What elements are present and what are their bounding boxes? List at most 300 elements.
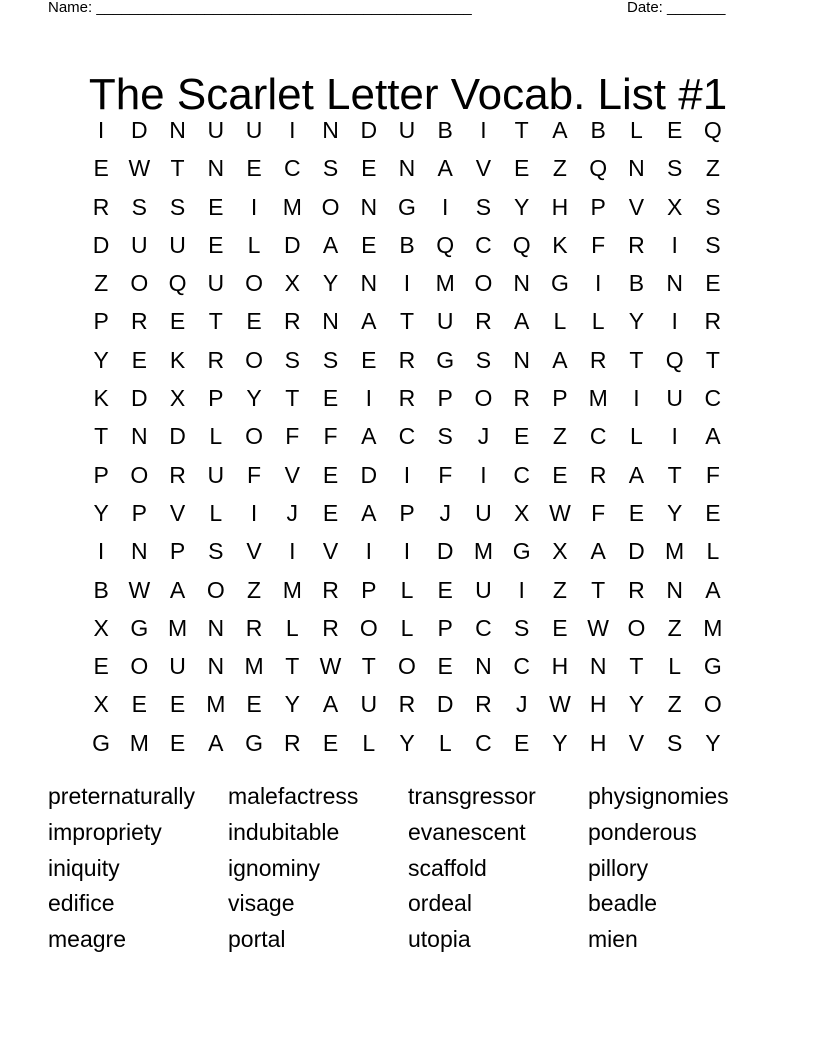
grid-letter: T xyxy=(361,653,376,680)
grid-letter: N xyxy=(360,193,378,220)
grid-letter: N xyxy=(398,155,416,182)
grid-letter: O xyxy=(321,193,340,220)
grid-letter: E xyxy=(169,691,186,718)
grid-letter: N xyxy=(207,614,225,641)
grid-letter: L xyxy=(209,423,223,450)
grid-letter: U xyxy=(169,653,186,680)
grid-letter: I xyxy=(671,423,678,450)
grid-letter: O xyxy=(206,576,225,603)
grid-letter: W xyxy=(128,155,151,182)
grid-letter: N xyxy=(360,270,378,297)
grid-letter: E xyxy=(514,423,530,450)
grid-letter: B xyxy=(93,576,109,603)
grid-row xyxy=(82,456,732,494)
word-bank-item: utopia xyxy=(408,926,471,953)
grid-letter: X xyxy=(93,691,109,718)
word-bank-item: ignominy xyxy=(228,854,321,881)
grid-letter: M xyxy=(206,691,226,718)
grid-letter: Y xyxy=(399,729,415,756)
grid-letter: X xyxy=(284,270,300,297)
word-bank-item: portal xyxy=(228,926,286,953)
grid-letter: E xyxy=(131,691,148,718)
grid-letter: R xyxy=(589,461,607,488)
grid-letter: R xyxy=(628,231,645,258)
grid-row xyxy=(82,417,732,455)
grid-letter: O xyxy=(130,653,149,680)
grid-letter: S xyxy=(514,614,530,641)
grid-letter: O xyxy=(474,385,493,412)
grid-letter: W xyxy=(549,499,571,526)
grid-letter: U xyxy=(207,117,225,143)
grid-letter: E xyxy=(93,653,109,680)
grid-letter: R xyxy=(475,308,492,335)
grid-letter: W xyxy=(128,576,151,603)
grid-letter: N xyxy=(666,576,683,603)
grid-letter: Z xyxy=(247,576,262,603)
grid-letter: Z xyxy=(552,423,567,450)
grid-letter: V xyxy=(322,538,339,565)
grid-letter: T xyxy=(667,461,682,488)
grid-letter: R xyxy=(283,308,301,335)
grid-letter: U xyxy=(475,576,492,603)
grid-letter: P xyxy=(590,193,606,220)
grid-letter: T xyxy=(285,385,300,412)
grid-letter: I xyxy=(633,385,640,412)
grid-letter: E xyxy=(208,231,224,258)
grid-letter: I xyxy=(403,538,411,565)
grid-letter: R xyxy=(589,346,607,373)
grid-row xyxy=(82,609,732,647)
word-bank-item: meagre xyxy=(48,926,126,953)
grid-letter: F xyxy=(705,461,720,488)
grid-letter: Y xyxy=(93,499,109,526)
grid-letter: C xyxy=(704,385,722,412)
grid-letter: P xyxy=(399,499,415,526)
grid-letter: M xyxy=(244,653,264,680)
grid-letter: E xyxy=(169,729,186,756)
grid-letter: C xyxy=(513,461,530,488)
grid-letter: O xyxy=(703,691,722,718)
grid-letter: O xyxy=(398,653,416,680)
grid-letter: Q xyxy=(589,155,608,182)
grid-letter: S xyxy=(131,193,148,220)
word-bank-item: evanescent xyxy=(408,818,526,845)
grid-letter: R xyxy=(475,691,492,718)
grid-letter: E xyxy=(246,691,262,718)
grid-letter: E xyxy=(246,308,262,335)
grid-letter: I xyxy=(289,538,296,565)
grid-letter: S xyxy=(284,346,300,373)
grid-letter: B xyxy=(437,117,453,143)
grid-row xyxy=(82,571,732,609)
grid-letter: I xyxy=(403,461,411,488)
grid-row xyxy=(82,302,732,340)
grid-letter: O xyxy=(245,423,263,450)
grid-row xyxy=(82,149,732,187)
grid-letter: K xyxy=(169,346,186,373)
word-bank-item: preternaturally xyxy=(48,783,196,809)
grid-letter: U xyxy=(131,231,148,258)
grid-letter: D xyxy=(92,231,110,258)
grid-letter: H xyxy=(551,653,569,680)
grid-letter: Y xyxy=(705,729,721,756)
grid-letter: E xyxy=(322,729,339,756)
grid-letter: E xyxy=(361,155,377,182)
grid-letter: T xyxy=(591,576,606,603)
grid-letter: C xyxy=(475,729,492,756)
grid-letter: E xyxy=(705,270,721,297)
grid-letter: U xyxy=(207,461,225,488)
grid-letter: E xyxy=(437,576,453,603)
grid-letter: E xyxy=(514,155,530,182)
name-line: Name: _____________________________________________ xyxy=(48,0,472,16)
grid-letter: M xyxy=(282,193,302,220)
grid-letter: O xyxy=(359,614,378,641)
grid-letter: S xyxy=(437,423,453,450)
grid-letter: R xyxy=(207,346,225,373)
word-bank-item: malefactress xyxy=(228,783,359,809)
grid-letter: A xyxy=(590,538,606,565)
grid-letter: N xyxy=(131,538,148,565)
grid-letter: B xyxy=(399,231,415,258)
grid-letter: X xyxy=(552,538,568,565)
grid-letter: S xyxy=(169,193,186,220)
grid-letter: K xyxy=(552,231,568,258)
grid-letter: X xyxy=(514,499,530,526)
grid-letter: S xyxy=(705,231,721,258)
grid-row xyxy=(82,532,732,570)
grid-row xyxy=(82,494,732,532)
grid-letter: A xyxy=(552,346,568,373)
word-bank-item: pillory xyxy=(588,854,649,881)
grid-letter: I xyxy=(97,538,105,565)
grid-letter: E xyxy=(514,729,530,756)
grid-letter: I xyxy=(594,270,602,297)
grid-letter: T xyxy=(170,155,185,182)
grid-row xyxy=(82,226,732,264)
grid-letter: E xyxy=(322,385,339,412)
grid-letter: M xyxy=(129,729,149,756)
grid-letter: D xyxy=(131,117,148,143)
grid-letter: E xyxy=(705,499,721,526)
grid-letter: I xyxy=(480,461,487,488)
date-line: Date: _______ xyxy=(627,0,726,16)
grid-letter: P xyxy=(208,385,224,412)
grid-letter: Q xyxy=(512,231,531,258)
grid-letter: C xyxy=(475,231,492,258)
grid-letter: L xyxy=(706,538,720,565)
grid-letter: X xyxy=(666,193,683,220)
grid-letter: O xyxy=(245,270,263,297)
grid-letter: I xyxy=(250,499,258,526)
grid-letter: R xyxy=(169,461,186,488)
grid-letter: U xyxy=(666,385,683,412)
grid-letter: V xyxy=(246,538,262,565)
grid-letter: M xyxy=(588,385,608,412)
page-title: The Scarlet Letter Vocab. List #1 xyxy=(88,70,728,120)
grid-letter: G xyxy=(550,270,569,297)
grid-letter: R xyxy=(628,576,645,603)
grid-letter: F xyxy=(591,499,606,526)
grid-letter: E xyxy=(552,461,568,488)
grid-letter: P xyxy=(169,538,186,565)
grid-letter: D xyxy=(169,423,186,450)
grid-letter: I xyxy=(289,117,296,143)
grid-letter: L xyxy=(400,614,414,641)
grid-letter: N xyxy=(475,653,492,680)
grid-letter: S xyxy=(705,193,721,220)
grid-letter: J xyxy=(477,423,490,450)
grid-letter: S xyxy=(322,155,339,182)
grid-letter: T xyxy=(208,308,223,335)
grid-letter: G xyxy=(245,729,263,756)
grid-letter: P xyxy=(131,499,148,526)
grid-letter: A xyxy=(169,576,186,603)
grid-letter: E xyxy=(246,155,262,182)
grid-letter: I xyxy=(250,193,258,220)
grid-letter: N xyxy=(169,117,186,143)
word-bank-item: impropriety xyxy=(48,818,162,845)
grid-letter: S xyxy=(322,346,339,373)
grid-letter: O xyxy=(245,346,263,373)
grid-letter: T xyxy=(399,308,415,335)
grid-letter: I xyxy=(365,538,372,565)
grid-letter: L xyxy=(630,117,643,143)
grid-letter: C xyxy=(398,423,416,450)
grid-letter: D xyxy=(360,461,378,488)
grid-letter: A xyxy=(514,308,530,335)
grid-letter: Y xyxy=(628,308,645,335)
grid-letter: P xyxy=(93,308,109,335)
grid-letter: E xyxy=(552,614,568,641)
grid-letter: D xyxy=(131,385,148,412)
grid-letter: P xyxy=(437,614,453,641)
grid-letter: C xyxy=(475,614,492,641)
grid-letter: L xyxy=(438,729,452,756)
grid-letter: Y xyxy=(666,499,683,526)
grid-letter: R xyxy=(92,193,110,220)
grid-row xyxy=(82,264,732,302)
grid-letter: G xyxy=(436,346,455,373)
grid-letter: Y xyxy=(246,385,262,412)
grid-letter: Z xyxy=(552,155,567,182)
grid-letter: J xyxy=(286,499,299,526)
grid-letter: F xyxy=(591,231,606,258)
grid-letter: R xyxy=(398,385,416,412)
grid-letter: Q xyxy=(703,117,722,143)
grid-letter: W xyxy=(587,614,610,641)
grid-letter: S xyxy=(208,538,224,565)
grid-letter: R xyxy=(283,729,301,756)
grid-letter: X xyxy=(169,385,186,412)
grid-letter: A xyxy=(361,423,377,450)
word-bank-item: iniquity xyxy=(48,854,120,881)
grid-letter: V xyxy=(169,499,186,526)
grid-letter: W xyxy=(319,653,342,680)
grid-letter: I xyxy=(365,385,372,412)
word-bank xyxy=(48,779,788,958)
grid-row xyxy=(82,685,732,723)
grid-letter: M xyxy=(703,614,723,641)
grid-letter: H xyxy=(551,193,569,220)
grid-letter: F xyxy=(247,461,262,488)
grid-row xyxy=(82,111,732,149)
grid-row xyxy=(82,647,732,685)
grid-letter: L xyxy=(668,653,682,680)
grid-letter: N xyxy=(589,653,607,680)
grid-letter: U xyxy=(398,117,416,143)
grid-letter: O xyxy=(627,614,646,641)
grid-letter: V xyxy=(284,461,300,488)
grid-letter: I xyxy=(97,117,105,143)
grid-letter: N xyxy=(322,308,339,335)
grid-letter: H xyxy=(589,691,607,718)
grid-letter: N xyxy=(322,117,339,143)
grid-letter: A xyxy=(628,461,645,488)
grid-letter: L xyxy=(400,576,414,603)
grid-letter: W xyxy=(549,691,571,718)
grid-letter: I xyxy=(442,193,449,220)
grid-letter: T xyxy=(629,653,644,680)
grid-letter: T xyxy=(514,117,529,143)
grid-letter: N xyxy=(207,155,225,182)
grid-letter: S xyxy=(666,729,683,756)
grid-letter: M xyxy=(282,576,302,603)
grid-letter: U xyxy=(169,231,186,258)
grid-letter: Y xyxy=(322,270,339,297)
grid-letter: F xyxy=(323,423,338,450)
word-bank-item: mien xyxy=(588,926,638,953)
word-bank-item: indubitable xyxy=(228,818,340,845)
grid-letter: E xyxy=(666,117,683,143)
grid-letter: A xyxy=(361,308,377,335)
grid-letter: X xyxy=(93,614,109,641)
grid-letter: T xyxy=(94,423,109,450)
grid-letter: A xyxy=(322,691,339,718)
grid-letter: C xyxy=(283,155,301,182)
grid-letter: V xyxy=(475,155,492,182)
grid-letter: Q xyxy=(665,346,684,373)
grid-letter: M xyxy=(473,538,494,565)
word-bank-item: ponderous xyxy=(588,818,697,845)
grid-letter: Z xyxy=(705,155,720,182)
grid-letter: R xyxy=(398,691,416,718)
grid-letter: M xyxy=(168,614,188,641)
grid-letter: L xyxy=(591,308,605,335)
grid-letter: N xyxy=(131,423,148,450)
grid-letter: Y xyxy=(514,193,530,220)
grid-letter: L xyxy=(209,499,223,526)
grid-letter: A xyxy=(322,231,339,258)
grid-letter: P xyxy=(437,385,453,412)
word-bank-item: ordeal xyxy=(408,890,472,917)
grid-letter: V xyxy=(628,729,645,756)
word-bank-item: physignomies xyxy=(588,783,729,809)
word-bank-item: scaffold xyxy=(408,854,487,881)
grid-letter: E xyxy=(322,499,339,526)
grid-letter: E xyxy=(361,231,377,258)
grid-letter: A xyxy=(705,576,721,603)
grid-letter: R xyxy=(398,346,416,373)
grid-letter: L xyxy=(630,423,643,450)
grid-letter: O xyxy=(474,270,493,297)
grid-letter: P xyxy=(552,385,568,412)
grid-letter: E xyxy=(169,308,186,335)
grid-row xyxy=(82,724,732,762)
grid-letter: E xyxy=(628,499,645,526)
grid-letter: A xyxy=(361,499,377,526)
grid-letter: S xyxy=(666,155,683,182)
grid-letter: D xyxy=(436,538,454,565)
grid-letter: O xyxy=(130,270,149,297)
grid-letter: G xyxy=(512,538,531,565)
grid-letter: A xyxy=(437,155,453,182)
grid-letter: I xyxy=(480,117,487,143)
grid-letter: U xyxy=(207,270,225,297)
grid-letter: C xyxy=(513,653,530,680)
grid-letter: Z xyxy=(552,576,567,603)
grid-letter: J xyxy=(515,691,528,718)
grid-letter: L xyxy=(247,231,261,258)
grid-letter: R xyxy=(322,576,339,603)
grid-letter: I xyxy=(518,576,525,603)
grid-letter: C xyxy=(589,423,607,450)
grid-letter: D xyxy=(360,117,378,143)
letter-grid xyxy=(82,111,732,762)
grid-letter: Y xyxy=(284,691,300,718)
grid-letter: A xyxy=(208,729,224,756)
grid-letter: A xyxy=(552,117,568,143)
grid-letter: F xyxy=(285,423,300,450)
grid-letter: V xyxy=(628,193,645,220)
grid-letter: U xyxy=(475,499,492,526)
grid-letter: D xyxy=(436,691,454,718)
grid-letter: L xyxy=(362,729,376,756)
grid-letter: M xyxy=(665,538,685,565)
grid-letter: A xyxy=(705,423,721,450)
grid-letter: Z xyxy=(94,270,109,297)
grid-letter: P xyxy=(93,461,109,488)
grid-letter: M xyxy=(435,270,455,297)
grid-letter: U xyxy=(360,691,378,718)
word-bank-item: edifice xyxy=(48,890,115,917)
grid-letter: H xyxy=(589,729,607,756)
grid-letter: Y xyxy=(93,346,109,373)
grid-letter: N xyxy=(513,270,530,297)
grid-letter: E xyxy=(208,193,224,220)
word-bank-item: visage xyxy=(228,890,295,917)
grid-letter: Q xyxy=(436,231,455,258)
grid-letter: L xyxy=(285,614,299,641)
grid-row xyxy=(82,188,732,226)
grid-letter: J xyxy=(439,499,451,526)
word-bank-item: transgressor xyxy=(408,783,536,809)
grid-letter: B xyxy=(590,117,606,143)
grid-letter: L xyxy=(553,308,567,335)
grid-letter: Q xyxy=(168,270,187,297)
grid-letter: D xyxy=(628,538,645,565)
grid-letter: G xyxy=(398,193,416,220)
grid-letter: N xyxy=(628,155,645,182)
grid-letter: U xyxy=(436,308,454,335)
grid-letter: T xyxy=(629,346,644,373)
grid-letter: E xyxy=(322,461,339,488)
grid-letter: F xyxy=(438,461,453,488)
grid-letter: N xyxy=(666,270,683,297)
grid-letter: G xyxy=(92,729,111,756)
grid-row xyxy=(82,341,732,379)
word-bank-item: beadle xyxy=(588,890,658,917)
